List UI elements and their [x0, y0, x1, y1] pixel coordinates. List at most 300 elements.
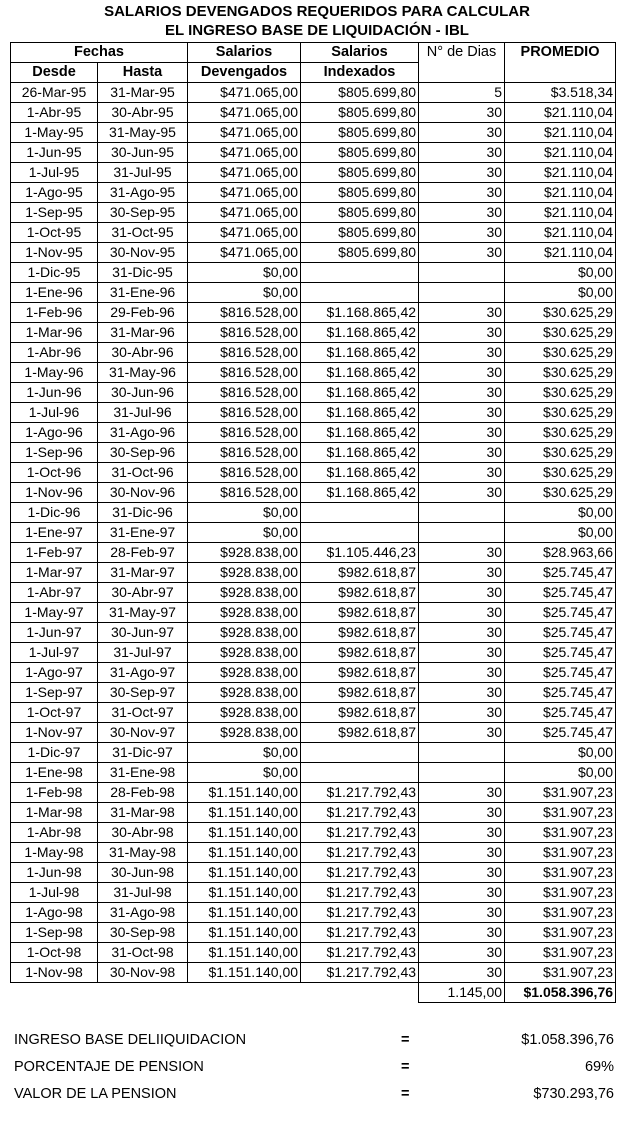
indexados-cell: $1.168.865,42 [301, 423, 419, 443]
devengados-cell: $1.151.140,00 [188, 923, 301, 943]
hasta-cell: 30-Nov-95 [98, 243, 188, 263]
promedio-cell: $21.110,04 [505, 163, 616, 183]
promedio-cell: $25.745,47 [505, 703, 616, 723]
devengados-cell: $816.528,00 [188, 303, 301, 323]
devengados-cell: $0,00 [188, 283, 301, 303]
indexados-cell: $1.168.865,42 [301, 323, 419, 343]
dias-cell: 30 [419, 183, 505, 203]
indexados-cell: $1.168.865,42 [301, 303, 419, 323]
devengados-cell: $928.838,00 [188, 703, 301, 723]
indexados-cell: $805.699,80 [301, 203, 419, 223]
promedio-cell: $25.745,47 [505, 723, 616, 743]
desde-cell: 1-Dic-97 [11, 743, 98, 763]
table-row [11, 323, 616, 343]
hasta-cell: 28-Feb-97 [98, 543, 188, 563]
desde-cell: 1-Nov-97 [11, 723, 98, 743]
document-title-line2: EL INGRESO BASE DE LIQUIDACIÓN - IBL [165, 22, 469, 39]
table-row [11, 123, 616, 143]
desde-cell: 1-Jul-98 [11, 883, 98, 903]
desde-cell: 1-Oct-95 [11, 223, 98, 243]
devengados-cell: $471.065,00 [188, 83, 301, 103]
promedio-cell: $21.110,04 [505, 203, 616, 223]
hasta-cell: 31-Dic-96 [98, 503, 188, 523]
hasta-cell: 31-Dic-95 [98, 263, 188, 283]
promedio-cell: $0,00 [505, 763, 616, 783]
desde-cell: 1-Abr-96 [11, 343, 98, 363]
table-row [11, 783, 616, 803]
table-row [11, 863, 616, 883]
summary-ibl [14, 1032, 614, 1052]
indexados-cell: $805.699,80 [301, 143, 419, 163]
promedio-cell: $25.745,47 [505, 663, 616, 683]
desde-cell: 1-Mar-98 [11, 803, 98, 823]
desde-cell: 26-Mar-95 [11, 83, 98, 103]
promedio-cell: $31.907,23 [505, 843, 616, 863]
table-row [11, 563, 616, 583]
indexados-cell [301, 283, 419, 303]
summary-label: VALOR DE LA PENSION [14, 1086, 177, 1102]
desde-cell: 1-Jun-96 [11, 383, 98, 403]
table-row [11, 423, 616, 443]
promedio-cell: $21.110,04 [505, 143, 616, 163]
table-row [11, 143, 616, 163]
header-indexados: Indexados [301, 63, 419, 83]
promedio-cell: $28.963,66 [505, 543, 616, 563]
header-row-1 [11, 43, 616, 63]
indexados-cell: $1.217.792,43 [301, 783, 419, 803]
desde-cell: 1-Jun-97 [11, 623, 98, 643]
totals-blank [188, 983, 301, 1003]
hasta-cell: 31-Jul-97 [98, 643, 188, 663]
dias-cell [419, 523, 505, 543]
devengados-cell: $816.528,00 [188, 423, 301, 443]
dias-cell: 30 [419, 703, 505, 723]
hasta-cell: 30-Nov-96 [98, 483, 188, 503]
table-row [11, 263, 616, 283]
desde-cell: 1-Abr-97 [11, 583, 98, 603]
desde-cell: 1-Oct-96 [11, 463, 98, 483]
dias-cell: 30 [419, 863, 505, 883]
indexados-cell: $1.168.865,42 [301, 443, 419, 463]
promedio-cell: $30.625,29 [505, 363, 616, 383]
table-row [11, 403, 616, 423]
desde-cell: 1-Dic-96 [11, 503, 98, 523]
promedio-cell: $30.625,29 [505, 323, 616, 343]
devengados-cell: $1.151.140,00 [188, 963, 301, 983]
desde-cell: 1-Nov-98 [11, 963, 98, 983]
indexados-cell: $1.168.865,42 [301, 483, 419, 503]
header-devengados: Devengados [188, 63, 301, 83]
hasta-cell: 31-Ago-95 [98, 183, 188, 203]
indexados-cell: $982.618,87 [301, 723, 419, 743]
promedio-cell: $31.907,23 [505, 943, 616, 963]
hasta-cell: 31-May-97 [98, 603, 188, 623]
indexados-cell: $1.217.792,43 [301, 943, 419, 963]
totals-blank [11, 983, 98, 1003]
hasta-cell: 30-Nov-98 [98, 963, 188, 983]
devengados-cell: $816.528,00 [188, 403, 301, 423]
hasta-cell: 31-Dic-97 [98, 743, 188, 763]
header-desde: Desde [11, 63, 98, 83]
table-row [11, 383, 616, 403]
table-row [11, 543, 616, 563]
desde-cell: 1-Jul-97 [11, 643, 98, 663]
desde-cell: 1-Feb-96 [11, 303, 98, 323]
salary-table [10, 42, 616, 1003]
totals-row [11, 983, 616, 1003]
promedio-cell: $30.625,29 [505, 383, 616, 403]
indexados-cell: $982.618,87 [301, 623, 419, 643]
document-title-line1: SALARIOS DEVENGADOS REQUERIDOS PARA CALCULAR [104, 3, 530, 20]
indexados-cell: $1.168.865,42 [301, 363, 419, 383]
hasta-cell: 31-Ago-98 [98, 903, 188, 923]
hasta-cell: 30-Sep-97 [98, 683, 188, 703]
table-row [11, 483, 616, 503]
desde-cell: 1-Ago-96 [11, 423, 98, 443]
promedio-cell: $25.745,47 [505, 683, 616, 703]
table-row [11, 223, 616, 243]
desde-cell: 1-May-95 [11, 123, 98, 143]
dias-cell: 30 [419, 103, 505, 123]
dias-cell: 30 [419, 943, 505, 963]
devengados-cell: $0,00 [188, 523, 301, 543]
summary-valor-pension [14, 1086, 614, 1106]
devengados-cell: $1.151.140,00 [188, 883, 301, 903]
dias-cell: 30 [419, 143, 505, 163]
desde-cell: 1-Feb-97 [11, 543, 98, 563]
desde-cell: 1-Oct-98 [11, 943, 98, 963]
hasta-cell: 30-Jun-98 [98, 863, 188, 883]
table-row [11, 303, 616, 323]
indexados-cell: $805.699,80 [301, 183, 419, 203]
indexados-cell [301, 743, 419, 763]
promedio-cell: $21.110,04 [505, 103, 616, 123]
hasta-cell: 30-Jun-95 [98, 143, 188, 163]
indexados-cell: $1.168.865,42 [301, 383, 419, 403]
promedio-cell: $25.745,47 [505, 583, 616, 603]
indexados-cell: $805.699,80 [301, 223, 419, 243]
desde-cell: 1-Sep-98 [11, 923, 98, 943]
table-row [11, 463, 616, 483]
devengados-cell: $471.065,00 [188, 223, 301, 243]
devengados-cell: $816.528,00 [188, 443, 301, 463]
totals-blank [301, 983, 419, 1003]
table-row [11, 583, 616, 603]
desde-cell: 1-Ago-98 [11, 903, 98, 923]
hasta-cell: 28-Feb-98 [98, 783, 188, 803]
devengados-cell: $928.838,00 [188, 543, 301, 563]
promedio-cell: $31.907,23 [505, 803, 616, 823]
hasta-cell: 31-Oct-98 [98, 943, 188, 963]
indexados-cell: $1.217.792,43 [301, 903, 419, 923]
total-promedio: $1.058.396,76 [505, 983, 616, 1003]
indexados-cell: $805.699,80 [301, 163, 419, 183]
table-row [11, 203, 616, 223]
dias-cell: 30 [419, 683, 505, 703]
table-row [11, 523, 616, 543]
desde-cell: 1-Jul-96 [11, 403, 98, 423]
indexados-cell [301, 263, 419, 283]
table-row [11, 643, 616, 663]
desde-cell: 1-Oct-97 [11, 703, 98, 723]
desde-cell: 1-Sep-96 [11, 443, 98, 463]
header-hasta: Hasta [98, 63, 188, 83]
dias-cell [419, 503, 505, 523]
devengados-cell: $816.528,00 [188, 363, 301, 383]
dias-cell: 30 [419, 123, 505, 143]
table-row [11, 163, 616, 183]
hasta-cell: 31-Ene-98 [98, 763, 188, 783]
dias-cell: 30 [419, 543, 505, 563]
summary-value: 69% [584, 1059, 614, 1075]
devengados-cell: $471.065,00 [188, 243, 301, 263]
hasta-cell: 29-Feb-96 [98, 303, 188, 323]
promedio-cell: $31.907,23 [505, 963, 616, 983]
devengados-cell: $1.151.140,00 [188, 783, 301, 803]
summary-label: INGRESO BASE DELIIQUIDACION [14, 1032, 247, 1048]
table-row [11, 443, 616, 463]
promedio-cell: $21.110,04 [505, 123, 616, 143]
promedio-cell: $31.907,23 [505, 903, 616, 923]
indexados-cell: $982.618,87 [301, 703, 419, 723]
hasta-cell: 30-Sep-98 [98, 923, 188, 943]
dias-cell: 30 [419, 883, 505, 903]
hasta-cell: 31-May-96 [98, 363, 188, 383]
desde-cell: 1-Sep-97 [11, 683, 98, 703]
dias-cell: 30 [419, 803, 505, 823]
hasta-cell: 31-Oct-95 [98, 223, 188, 243]
desde-cell: 1-Jun-98 [11, 863, 98, 883]
devengados-cell: $1.151.140,00 [188, 843, 301, 863]
dias-cell: 30 [419, 843, 505, 863]
summary-equals: = [401, 1059, 410, 1075]
header-dias: N° de Dias [419, 43, 505, 83]
hasta-cell: 31-Mar-96 [98, 323, 188, 343]
indexados-cell [301, 523, 419, 543]
table-row [11, 83, 616, 103]
summary-label: PORCENTAJE DE PENSION [14, 1059, 204, 1075]
devengados-cell: $816.528,00 [188, 343, 301, 363]
indexados-cell: $982.618,87 [301, 603, 419, 623]
dias-cell: 30 [419, 583, 505, 603]
dias-cell: 30 [419, 623, 505, 643]
promedio-cell: $25.745,47 [505, 643, 616, 663]
devengados-cell: $471.065,00 [188, 103, 301, 123]
dias-cell: 30 [419, 463, 505, 483]
dias-cell: 30 [419, 343, 505, 363]
table-row [11, 923, 616, 943]
dias-cell: 30 [419, 363, 505, 383]
devengados-cell: $471.065,00 [188, 143, 301, 163]
indexados-cell: $1.217.792,43 [301, 923, 419, 943]
promedio-cell: $30.625,29 [505, 343, 616, 363]
devengados-cell: $928.838,00 [188, 583, 301, 603]
indexados-cell: $1.217.792,43 [301, 883, 419, 903]
hasta-cell: 30-Abr-95 [98, 103, 188, 123]
hasta-cell: 31-Ene-97 [98, 523, 188, 543]
dias-cell: 30 [419, 603, 505, 623]
promedio-cell: $3.518,34 [505, 83, 616, 103]
promedio-cell: $0,00 [505, 283, 616, 303]
dias-cell: 30 [419, 563, 505, 583]
promedio-cell: $30.625,29 [505, 423, 616, 443]
devengados-cell: $928.838,00 [188, 603, 301, 623]
desde-cell: 1-Sep-95 [11, 203, 98, 223]
hasta-cell: 30-Jun-97 [98, 623, 188, 643]
dias-cell: 30 [419, 443, 505, 463]
desde-cell: 1-Ago-95 [11, 183, 98, 203]
table-row [11, 663, 616, 683]
dias-cell: 30 [419, 163, 505, 183]
table-row [11, 843, 616, 863]
dias-cell [419, 743, 505, 763]
table-row [11, 363, 616, 383]
devengados-cell: $1.151.140,00 [188, 823, 301, 843]
desde-cell: 1-Dic-95 [11, 263, 98, 283]
dias-cell: 30 [419, 963, 505, 983]
indexados-cell: $982.618,87 [301, 663, 419, 683]
dias-cell: 30 [419, 383, 505, 403]
indexados-cell: $805.699,80 [301, 83, 419, 103]
indexados-cell: $1.217.792,43 [301, 863, 419, 883]
dias-cell: 30 [419, 663, 505, 683]
dias-cell: 30 [419, 403, 505, 423]
promedio-cell: $25.745,47 [505, 623, 616, 643]
promedio-cell: $21.110,04 [505, 223, 616, 243]
hasta-cell: 31-Ene-96 [98, 283, 188, 303]
indexados-cell: $805.699,80 [301, 243, 419, 263]
total-dias: 1.145,00 [419, 983, 505, 1003]
dias-cell: 30 [419, 303, 505, 323]
devengados-cell: $471.065,00 [188, 163, 301, 183]
devengados-cell: $471.065,00 [188, 123, 301, 143]
promedio-cell: $30.625,29 [505, 303, 616, 323]
table-row [11, 743, 616, 763]
indexados-cell: $1.217.792,43 [301, 823, 419, 843]
table-row [11, 683, 616, 703]
desde-cell: 1-Ene-98 [11, 763, 98, 783]
indexados-cell: $805.699,80 [301, 103, 419, 123]
desde-cell: 1-May-97 [11, 603, 98, 623]
devengados-cell: $0,00 [188, 503, 301, 523]
indexados-cell: $805.699,80 [301, 123, 419, 143]
promedio-cell: $21.110,04 [505, 183, 616, 203]
devengados-cell: $816.528,00 [188, 483, 301, 503]
desde-cell: 1-Jun-95 [11, 143, 98, 163]
table-row [11, 603, 616, 623]
indexados-cell: $982.618,87 [301, 563, 419, 583]
table-body [11, 83, 616, 983]
indexados-cell: $1.217.792,43 [301, 803, 419, 823]
table-row [11, 703, 616, 723]
dias-cell: 30 [419, 783, 505, 803]
dias-cell: 30 [419, 423, 505, 443]
desde-cell: 1-May-98 [11, 843, 98, 863]
dias-cell: 30 [419, 723, 505, 743]
table-row [11, 803, 616, 823]
promedio-cell: $31.907,23 [505, 783, 616, 803]
promedio-cell: $31.907,23 [505, 863, 616, 883]
summary-value: $1.058.396,76 [521, 1032, 614, 1048]
summary-equals: = [401, 1086, 410, 1102]
dias-cell: 5 [419, 83, 505, 103]
desde-cell: 1-Mar-96 [11, 323, 98, 343]
table-row [11, 723, 616, 743]
promedio-cell: $0,00 [505, 523, 616, 543]
totals-blank [98, 983, 188, 1003]
hasta-cell: 30-Abr-96 [98, 343, 188, 363]
desde-cell: 1-Abr-95 [11, 103, 98, 123]
devengados-cell: $1.151.140,00 [188, 943, 301, 963]
dias-cell: 30 [419, 823, 505, 843]
dias-cell: 30 [419, 323, 505, 343]
promedio-cell: $30.625,29 [505, 463, 616, 483]
desde-cell: 1-Abr-98 [11, 823, 98, 843]
devengados-cell: $928.838,00 [188, 683, 301, 703]
table-row [11, 823, 616, 843]
hasta-cell: 31-Jul-98 [98, 883, 188, 903]
dias-cell: 30 [419, 223, 505, 243]
hasta-cell: 31-Mar-95 [98, 83, 188, 103]
dias-cell [419, 763, 505, 783]
desde-cell: 1-Feb-98 [11, 783, 98, 803]
dias-cell [419, 263, 505, 283]
indexados-cell: $1.168.865,42 [301, 343, 419, 363]
table-row [11, 943, 616, 963]
summary-equals: = [401, 1032, 410, 1048]
devengados-cell: $1.151.140,00 [188, 803, 301, 823]
table-row [11, 343, 616, 363]
table-row [11, 283, 616, 303]
desde-cell: 1-May-96 [11, 363, 98, 383]
table-row [11, 243, 616, 263]
table-row [11, 963, 616, 983]
indexados-cell: $1.168.865,42 [301, 463, 419, 483]
hasta-cell: 31-Ago-96 [98, 423, 188, 443]
devengados-cell: $816.528,00 [188, 463, 301, 483]
table-row [11, 503, 616, 523]
indexados-cell: $1.217.792,43 [301, 963, 419, 983]
devengados-cell: $928.838,00 [188, 663, 301, 683]
indexados-cell [301, 503, 419, 523]
indexados-cell: $1.168.865,42 [301, 403, 419, 423]
promedio-cell: $30.625,29 [505, 443, 616, 463]
devengados-cell: $816.528,00 [188, 323, 301, 343]
devengados-cell: $0,00 [188, 263, 301, 283]
devengados-cell: $471.065,00 [188, 183, 301, 203]
indexados-cell [301, 763, 419, 783]
header-salarios-2: Salarios [301, 43, 419, 63]
summary-value: $730.293,76 [533, 1086, 614, 1102]
devengados-cell: $471.065,00 [188, 203, 301, 223]
table-row [11, 763, 616, 783]
desde-cell: 1-Ene-97 [11, 523, 98, 543]
dias-cell [419, 283, 505, 303]
devengados-cell: $928.838,00 [188, 723, 301, 743]
hasta-cell: 30-Jun-96 [98, 383, 188, 403]
table-row [11, 623, 616, 643]
hasta-cell: 31-Jul-96 [98, 403, 188, 423]
promedio-cell: $31.907,23 [505, 823, 616, 843]
header-promedio: PROMEDIO [505, 43, 616, 83]
promedio-cell: $21.110,04 [505, 243, 616, 263]
hasta-cell: 31-Ago-97 [98, 663, 188, 683]
indexados-cell: $1.217.792,43 [301, 843, 419, 863]
dias-cell: 30 [419, 643, 505, 663]
promedio-cell: $25.745,47 [505, 603, 616, 623]
header-fechas: Fechas [11, 43, 188, 63]
promedio-cell: $25.745,47 [505, 563, 616, 583]
